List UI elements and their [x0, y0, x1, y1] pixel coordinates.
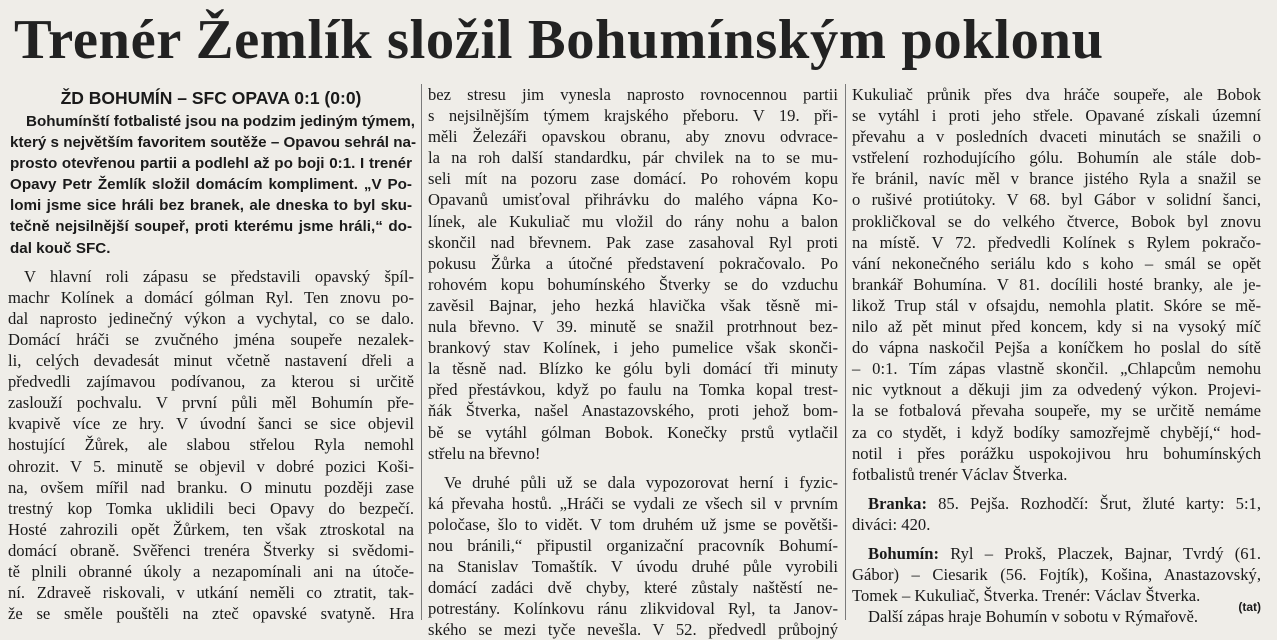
text-line: dal kouč SFC. — [10, 239, 111, 257]
text-line: nula břevno. V 39. minutě se snažil protrhnout bez- — [428, 317, 838, 337]
text-line: trestný kop Tomka uklidili beci Opavy do bezpečí. — [8, 498, 414, 518]
text-line: rohovém kopu bohumínského Štverky se do vzduchu — [428, 274, 838, 294]
text-line: li, celých devadesát minut včetně nastavení dřeli a — [8, 351, 414, 371]
article-headline: Trenér Žemlík složil Bohumínským poklonu — [14, 9, 1104, 71]
text-line: domácí obraně. Svěřenci trenéra Štverky si svědomi- — [8, 540, 414, 560]
text-line: ohrozit. V 5. minutě se objevil v dobré pozici Koši- — [8, 456, 414, 476]
column-2-body-first — [428, 84, 838, 464]
text-line: do vápna naskočil Pejša a koníčkem ho poslal do sítě — [852, 338, 1261, 358]
author-credit: (tat) — [1238, 600, 1261, 614]
text-line: prosto otevřenou partii a podlehl až po boji 0:1. I trenér — [10, 155, 412, 173]
text-line: brankář Bohumína. V 81. docílili hosté branky, ale je- — [852, 274, 1261, 294]
text-line: o rušivé protiútoky. V 68. byl Gábor v solidní šanci, — [852, 190, 1261, 210]
lineup-line — [852, 543, 1261, 564]
text-line: ského se mezi tyče nevešla. V 52. předvedl průbojný — [428, 620, 838, 640]
lineup-line: Tomek – Kukuliač, Štverka. Trenér: Václav Štverka. — [852, 586, 1201, 606]
text-line: vstřelení rozhodujícího gólu. Bohumín ale stále dob- — [852, 148, 1261, 168]
text-line: tečně nejsilnější soupeř, proti kterému jsme hráli,“ do- — [10, 218, 412, 236]
text-line: nou bránili,“ připustil organizační pracovník Bohumí- — [428, 535, 838, 555]
text-line: střelu na břevno! — [428, 443, 541, 463]
text-line: dal naprosto jedinečný výkon a vychytal, co se dalo. — [8, 308, 414, 328]
text-line: Hosté zahrozili opět Žůrkem, ten však ztroskotal na — [8, 519, 414, 539]
column-3-body — [852, 84, 1261, 485]
text-line: machr Kolínek a domácí gólman Ryl. Ten znovu po- — [8, 287, 414, 307]
text-line: na místě. V 72. předvedli Kolínek s Rylem pokračo- — [852, 232, 1261, 252]
text-line: línek, ale Kukuliač mu vložil do rány nohu a balon — [428, 211, 838, 231]
text-line: ká převaha hostů. „Hráči se vydali ze všech sil v prvním — [428, 493, 838, 513]
text-line: V hlavní roli zápasu se představili opavský špíl- — [24, 266, 414, 286]
text-line: hostující Žůrek, ale slabou střelou Ryla nemohl — [8, 435, 414, 455]
text-line: Domácí hráči se zvučného jména soupeře nezalek- — [8, 329, 414, 349]
next-match-note: Další zápas hraje Bohumín v sobotu v Rýmařově. — [868, 607, 1198, 627]
column-rule-2 — [845, 84, 846, 620]
text-line: potrestány. Kolínkovu ránu zlikvidoval Ryl, ta Janov- — [428, 599, 838, 619]
text-line: nilo až pět minut před koncem, kdy si na vysoký míč — [852, 317, 1261, 337]
text-line: zaslouží pochvalu. V první půli měl Bohumín pře- — [8, 393, 414, 413]
text-line: na, ovšem mířil nad branku. O minutu později zase — [8, 477, 414, 497]
text-line: – 0:1. Tím zápas vlastně skončil. „Chlapcům nemohu — [852, 359, 1261, 379]
text-line: měli Železáři opavskou obranu, aby znovu odvrace- — [428, 127, 838, 147]
text-line: la těsně nad. Blízko ke gólu byli domácí tři minuty — [428, 359, 838, 379]
text-line: Ve druhé půli už se dala vypozorovat herní i fyzic- — [444, 472, 838, 492]
column-rule-1 — [421, 84, 422, 620]
text-line: před přestávkou, když po faulu na Tomka kopal trest- — [428, 380, 838, 400]
article-lead — [8, 111, 414, 259]
text-line: Opavy Petr Žemlík složil domácím kompliment. „V Po- — [10, 176, 412, 194]
text-line: že se směle pouštěli na zteč opavské svatyně. Hra — [8, 604, 414, 624]
column-2-body-second — [428, 472, 838, 640]
text-line: likož Trup stál v ofsajdu, nemohla platit. Skóre se mě- — [852, 295, 1261, 315]
text-line: la na roh další standardku, pár chvilek na to se mu- — [428, 148, 838, 168]
text-line: Kukuliač průnik přes dva hráče soupeře, ale Bobok — [852, 85, 1261, 104]
text-line: s nejsilnějším týmem krajského přeboru. V 19. při- — [428, 106, 838, 126]
text-line: kvapivě více ze hry. V úvodní šanci se sice objevil — [8, 414, 414, 434]
text-line: bě se vytáhl gólman Bobok. Konečky prstů vytlačil — [428, 422, 838, 442]
goal-line — [852, 493, 1261, 514]
text-line: notil i přes porážku uspokojivou hru bohumínských — [852, 443, 1261, 463]
text-line: poločase, šlo to vidět. V tom druhém už jsme se povětši- — [428, 514, 838, 534]
column-3 — [852, 84, 1261, 627]
text-line: Opavanů umisťoval přihrávku do malého vápna Ko- — [428, 190, 838, 210]
text-line: ňák Štverka, našel Anastazovského, proti jehož bom- — [428, 401, 838, 421]
branka-text: 85. Pejša. Rozhodčí: Šrut, žluté karty: 5:1, — [927, 493, 1261, 513]
bohumin-label: Bohumín: — [868, 543, 940, 563]
text-line: který s největším favoritem soutěže – Opavou sehrál na- — [10, 134, 416, 152]
text-line: zavěsil Bajnar, jeho hezká hlavička však těsně mi- — [428, 295, 838, 315]
column-2 — [428, 84, 838, 640]
branka-label: Branka: — [868, 493, 928, 513]
text-line: nic vytknout a děkuji jim za odvedený výkon. Projevi- — [852, 380, 1261, 400]
match-result-subheadline: ŽD BOHUMÍN – SFC OPAVA 0:1 (0:0) — [60, 88, 362, 108]
attendance-line: diváci: 420. — [852, 514, 931, 534]
column-1 — [8, 84, 416, 624]
lineup — [852, 543, 1261, 606]
text-line: převahu a v posledních dvaceti minutách se snažili o — [852, 127, 1261, 147]
text-line: ře bránil, navíc měl v brance jistého Ryla a snažil se — [852, 169, 1261, 189]
text-line: se vytáhl i proti jeho střele. Opavané získali územní — [852, 106, 1261, 126]
lineup-text: Ryl – Prokš, Placzek, Bajnar, Tvrdý (61. — [939, 543, 1261, 563]
text-line: tě plnili obranné úkoly a nezapomínali ani na útoče- — [8, 561, 414, 581]
text-line: domácí zadáci dvě chyby, které zůstaly naštěstí ne- — [428, 578, 838, 598]
text-line: vání nekonečného seriálu kdo s koho – smál se opět — [852, 253, 1261, 273]
text-line: brankový stav Kolínek, i jeho pumelice však skonči- — [428, 338, 838, 358]
text-line: za co stydět, i když bodíky samozřejmě chybějí,“ hod- — [852, 422, 1261, 442]
text-line: prokličkoval se do velkého čtverce, Bobok byl znovu — [852, 211, 1261, 231]
text-line: lomi jsme sice hráli bez branek, ale dneska to byl sku- — [10, 197, 412, 215]
column-1-body — [8, 266, 414, 625]
text-line: la se fotbalová převaha soupeře, my se určitě nemáme — [852, 401, 1261, 421]
text-line: seli mít na pozoru zase domácí. Po rohovém kopu — [428, 169, 838, 189]
text-line: skončil nad břevnem. Pak zase zasahoval Ryl proti — [428, 232, 838, 252]
text-line: pokusu Žůrka a útočné představení pokračovalo. Po — [428, 253, 838, 273]
text-line: fotbalistů trenér Václav Štverka. — [852, 464, 1068, 484]
text-line: bez stresu jim vynesla naprosto rovnocennou partii — [428, 85, 838, 104]
text-line: předvedli zajímavou podívanou, za kterou si určitě — [8, 372, 414, 392]
lineup-line: Gábor) – Ciesarik (56. Fojtík), Košina, Anastazovský, — [852, 565, 1261, 585]
text-line: na Stanislav Tomaštík. V úvodu druhé půle vyrobili — [428, 557, 838, 577]
text-line: Bohumínští fotbalisté jsou na podzim jediným týmem, — [26, 113, 416, 130]
text-line: ní. Zdraveě riskovali, v utkání neměli co ztratit, tak- — [8, 583, 414, 603]
match-facts — [852, 493, 1261, 535]
